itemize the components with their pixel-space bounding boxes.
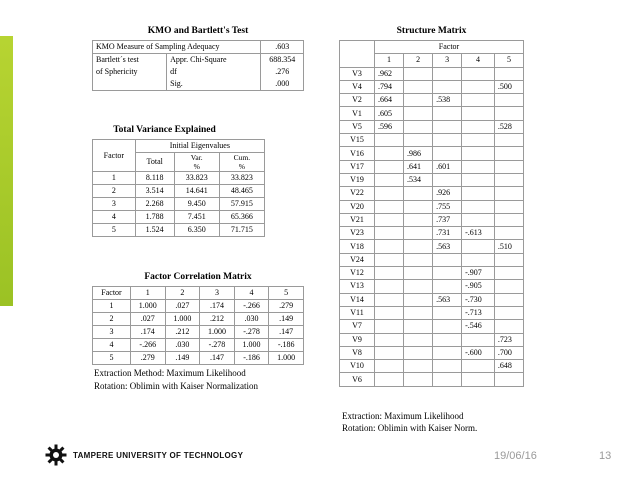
table-cell: [375, 360, 404, 373]
table-cell: [462, 120, 495, 133]
table-cell: .212: [200, 313, 235, 326]
table-cell: [494, 267, 523, 280]
table-cell: [404, 67, 433, 80]
university-logo: [45, 444, 243, 466]
table-cell: -.730: [462, 293, 495, 306]
table-cell: .962: [375, 67, 404, 80]
tve-body: [93, 172, 265, 237]
table-cell: [433, 320, 462, 333]
table-cell: [494, 173, 523, 186]
tve-group-header: Initial Eigenvalues: [135, 140, 264, 153]
table-cell: [375, 134, 404, 147]
table-cell: [404, 213, 433, 226]
table-cell: [404, 187, 433, 200]
table-cell: [404, 333, 433, 346]
table-cell: 48.465: [219, 185, 264, 198]
table-cell: [404, 373, 433, 386]
variable-label: V21: [340, 213, 375, 226]
table-cell: [375, 240, 404, 253]
table-cell: .605: [375, 107, 404, 120]
kmo-title: KMO and Bartlett's Test: [147, 26, 249, 36]
table-row: [93, 211, 265, 224]
table-cell: [462, 160, 495, 173]
tve-title: Total Variance Explained: [113, 125, 216, 135]
table-cell: [375, 346, 404, 359]
column-header: 3: [433, 54, 462, 67]
table-cell: [404, 306, 433, 319]
column-header: 2: [165, 287, 200, 300]
table-cell: .174: [200, 300, 235, 313]
table-cell: [404, 346, 433, 359]
table-cell: [375, 147, 404, 160]
table-cell: [433, 134, 462, 147]
table-cell: [494, 306, 523, 319]
table-cell: .030: [165, 339, 200, 352]
table-row: [340, 360, 524, 373]
table-cell: [494, 147, 523, 160]
table-cell: -.600: [462, 346, 495, 359]
table-cell: [462, 147, 495, 160]
table-cell: -.186: [269, 339, 304, 352]
table-cell: -.546: [462, 320, 495, 333]
table-cell: 1.524: [135, 224, 174, 237]
table-row: [340, 147, 524, 160]
table-cell: -.613: [462, 227, 495, 240]
table-cell: [462, 333, 495, 346]
table-cell: [462, 187, 495, 200]
table-cell: [375, 280, 404, 293]
table-cell: [462, 213, 495, 226]
table-cell: 1: [93, 172, 136, 185]
table-cell: [494, 253, 523, 266]
table-row: [340, 134, 524, 147]
table-cell: [433, 120, 462, 133]
column-header: 1: [375, 54, 404, 67]
table-cell: [375, 173, 404, 186]
table-cell: .563: [433, 293, 462, 306]
table-cell: [462, 360, 495, 373]
table-cell: -.905: [462, 280, 495, 293]
table-cell: 33.823: [219, 172, 264, 185]
table-cell: [462, 173, 495, 186]
table-cell: [375, 213, 404, 226]
table-cell: [462, 67, 495, 80]
column-header: 4: [234, 287, 269, 300]
table-cell: [375, 160, 404, 173]
table-cell: [433, 267, 462, 280]
table-cell: [404, 134, 433, 147]
table-row: [340, 320, 524, 333]
table-cell: .737: [433, 213, 462, 226]
sm-table: [339, 40, 524, 387]
kmo-row-value: 688.354: [261, 54, 304, 67]
table-cell: .926: [433, 187, 462, 200]
table-cell: .030: [234, 313, 269, 326]
tve-factor-header: Factor: [93, 140, 136, 172]
kmo-row-label: Sig.: [167, 78, 261, 91]
variable-label: V11: [340, 306, 375, 319]
table-cell: [433, 80, 462, 93]
bartlett-label-2: of Sphericity: [93, 66, 167, 78]
variable-label: V24: [340, 253, 375, 266]
table-row: [340, 94, 524, 107]
table-cell: [494, 213, 523, 226]
table-cell: 2: [93, 313, 131, 326]
variable-label: V6: [340, 373, 375, 386]
table-cell: [494, 187, 523, 200]
table-cell: [433, 346, 462, 359]
table-cell: [462, 253, 495, 266]
table-cell: -.278: [234, 326, 269, 339]
table-row: [93, 313, 304, 326]
variable-label: V19: [340, 173, 375, 186]
table-cell: 5: [93, 224, 136, 237]
table-cell: 1.000: [234, 339, 269, 352]
table-cell: [404, 80, 433, 93]
accent-bar: [0, 36, 13, 306]
tve-col-total: Total: [135, 153, 174, 172]
table-cell: .731: [433, 227, 462, 240]
table-cell: [494, 67, 523, 80]
table-cell: [433, 333, 462, 346]
tve-col-cum-unit: %: [238, 162, 246, 171]
table-cell: -.266: [130, 339, 165, 352]
table-cell: [375, 227, 404, 240]
table-cell: 1.000: [269, 352, 304, 365]
table-cell: .648: [494, 360, 523, 373]
table-cell: .534: [404, 173, 433, 186]
table-row: [93, 326, 304, 339]
table-cell: 6.350: [174, 224, 219, 237]
table-cell: [375, 293, 404, 306]
table-cell: .723: [494, 333, 523, 346]
column-header: 3: [200, 287, 235, 300]
table-cell: 71.715: [219, 224, 264, 237]
table-row: [340, 240, 524, 253]
table-cell: [375, 200, 404, 213]
table-cell: 3.514: [135, 185, 174, 198]
table-row: [340, 187, 524, 200]
variable-label: V3: [340, 67, 375, 80]
kmo-row-label: df: [167, 66, 261, 78]
sm-factor-header: Factor: [375, 41, 524, 54]
table-cell: [375, 187, 404, 200]
table-row: [93, 224, 265, 237]
table-cell: .510: [494, 240, 523, 253]
table-cell: -.278: [200, 339, 235, 352]
slide-date: 19/06/16: [494, 450, 537, 462]
table-cell: -.266: [234, 300, 269, 313]
table-cell: [433, 306, 462, 319]
table-cell: [375, 267, 404, 280]
table-cell: [462, 373, 495, 386]
table-row: [340, 173, 524, 186]
table-cell: .027: [165, 300, 200, 313]
table-cell: 65.366: [219, 211, 264, 224]
table-cell: [404, 267, 433, 280]
table-cell: [375, 306, 404, 319]
table-cell: [433, 253, 462, 266]
table-row: [93, 300, 304, 313]
sm-title: Structure Matrix: [396, 26, 467, 36]
bartlett-label-1: Bartlett´s test: [93, 54, 167, 67]
table-cell: -.186: [234, 352, 269, 365]
table-cell: [433, 280, 462, 293]
variable-label: V8: [340, 346, 375, 359]
gear-icon: [45, 444, 67, 466]
table-cell: [404, 293, 433, 306]
table-cell: .528: [494, 120, 523, 133]
table-cell: 9.450: [174, 198, 219, 211]
table-cell: [433, 373, 462, 386]
table-cell: .279: [269, 300, 304, 313]
table-cell: 2.268: [135, 198, 174, 211]
table-cell: .147: [200, 352, 235, 365]
variable-label: V20: [340, 200, 375, 213]
table-row: [93, 198, 265, 211]
fcm-note-extraction: Extraction Method: Maximum Likelihood: [94, 368, 246, 378]
table-cell: .027: [130, 313, 165, 326]
table-cell: [462, 134, 495, 147]
table-cell: [494, 160, 523, 173]
column-header: 2: [404, 54, 433, 67]
table-cell: .664: [375, 94, 404, 107]
table-cell: [375, 320, 404, 333]
table-cell: [375, 333, 404, 346]
variable-label: V16: [340, 147, 375, 160]
table-cell: .147: [269, 326, 304, 339]
table-cell: 1.000: [130, 300, 165, 313]
table-cell: .149: [269, 313, 304, 326]
kmo-table: [92, 40, 304, 91]
table-row: [340, 120, 524, 133]
table-cell: [404, 94, 433, 107]
table-cell: 3: [93, 326, 131, 339]
table-row: [340, 293, 524, 306]
table-cell: [433, 107, 462, 120]
table-cell: [494, 94, 523, 107]
variable-label: V1: [340, 107, 375, 120]
table-row: [340, 267, 524, 280]
table-cell: [433, 173, 462, 186]
fcm-table: [92, 286, 304, 365]
variable-label: V15: [340, 134, 375, 147]
table-cell: -.907: [462, 267, 495, 280]
table-row: [93, 352, 304, 365]
table-row: [340, 346, 524, 359]
table-cell: .596: [375, 120, 404, 133]
fcm-note-rotation: Rotation: Oblimin with Kaiser Normalization: [94, 381, 258, 391]
table-cell: .563: [433, 240, 462, 253]
kmo-row-value: .000: [261, 78, 304, 91]
table-cell: .601: [433, 160, 462, 173]
table-row: [93, 185, 265, 198]
column-header: 4: [462, 54, 495, 67]
table-cell: [404, 107, 433, 120]
table-cell: .538: [433, 94, 462, 107]
table-cell: 1.788: [135, 211, 174, 224]
kmo-row-value: .276: [261, 66, 304, 78]
table-cell: 8.118: [135, 172, 174, 185]
variable-label: V23: [340, 227, 375, 240]
table-cell: .794: [375, 80, 404, 93]
table-row: [93, 172, 265, 185]
table-cell: .700: [494, 346, 523, 359]
table-cell: [375, 373, 404, 386]
table-cell: [494, 107, 523, 120]
table-cell: [494, 280, 523, 293]
variable-label: V17: [340, 160, 375, 173]
variable-label: V5: [340, 120, 375, 133]
table-cell: 4: [93, 211, 136, 224]
variable-label: V10: [340, 360, 375, 373]
table-row: [340, 333, 524, 346]
table-row: [340, 107, 524, 120]
variable-label: V12: [340, 267, 375, 280]
sm-note-extraction: Extraction: Maximum Likelihood: [342, 411, 464, 421]
table-row: [340, 280, 524, 293]
table-cell: 14.641: [174, 185, 219, 198]
variable-label: V22: [340, 187, 375, 200]
table-cell: [462, 200, 495, 213]
table-cell: [462, 94, 495, 107]
table-cell: .212: [165, 326, 200, 339]
variable-label: V7: [340, 320, 375, 333]
table-cell: 1.000: [165, 313, 200, 326]
table-cell: 57.915: [219, 198, 264, 211]
table-cell: .755: [433, 200, 462, 213]
tve-table: [92, 139, 265, 237]
sm-note-rotation: Rotation: Oblimin with Kaiser Norm.: [342, 423, 478, 433]
table-cell: 5: [93, 352, 131, 365]
column-header: 5: [269, 287, 304, 300]
table-cell: [433, 360, 462, 373]
table-row: [340, 253, 524, 266]
table-cell: [494, 200, 523, 213]
tve-col-cum: Cum.: [233, 153, 251, 162]
table-row: [340, 373, 524, 386]
table-cell: .986: [404, 147, 433, 160]
column-header: Factor: [93, 287, 131, 300]
table-cell: .174: [130, 326, 165, 339]
table-cell: [375, 253, 404, 266]
table-row: [340, 213, 524, 226]
page-number: 13: [599, 450, 612, 462]
kmo-measure-label: KMO Measure of Sampling Adequacy: [93, 41, 261, 54]
variable-label: V18: [340, 240, 375, 253]
table-cell: .641: [404, 160, 433, 173]
table-row: [340, 67, 524, 80]
variable-label: V13: [340, 280, 375, 293]
table-row: [340, 306, 524, 319]
fcm-title: Factor Correlation Matrix: [144, 272, 252, 282]
table-cell: [404, 320, 433, 333]
variable-label: V4: [340, 80, 375, 93]
table-cell: [404, 360, 433, 373]
tve-col-var-unit: %: [193, 162, 200, 171]
table-cell: .279: [130, 352, 165, 365]
table-cell: [462, 107, 495, 120]
variable-label: V9: [340, 333, 375, 346]
table-cell: [494, 320, 523, 333]
table-cell: [433, 147, 462, 160]
kmo-measure-value: .603: [261, 41, 304, 54]
table-cell: [404, 227, 433, 240]
logo-text: TAMPERE UNIVERSITY OF TECHNOLOGY: [73, 450, 244, 460]
table-cell: [494, 293, 523, 306]
table-cell: [404, 240, 433, 253]
table-cell: [494, 373, 523, 386]
table-cell: 1.000: [200, 326, 235, 339]
table-cell: 7.451: [174, 211, 219, 224]
table-row: [340, 200, 524, 213]
variable-label: V14: [340, 293, 375, 306]
table-row: [340, 227, 524, 240]
table-row: [93, 339, 304, 352]
table-cell: [404, 200, 433, 213]
table-cell: [404, 120, 433, 133]
table-cell: [462, 240, 495, 253]
table-cell: 1: [93, 300, 131, 313]
variable-label: V2: [340, 94, 375, 107]
tve-col-var: Var.: [190, 153, 203, 162]
table-cell: 33.823: [174, 172, 219, 185]
table-cell: [404, 280, 433, 293]
table-cell: [494, 134, 523, 147]
table-cell: 4: [93, 339, 131, 352]
table-cell: -.713: [462, 306, 495, 319]
table-cell: 2: [93, 185, 136, 198]
table-row: [340, 160, 524, 173]
table-cell: .149: [165, 352, 200, 365]
table-cell: [404, 253, 433, 266]
table-cell: .500: [494, 80, 523, 93]
column-header: 5: [494, 54, 523, 67]
column-header: 1: [130, 287, 165, 300]
table-row: [340, 80, 524, 93]
table-cell: 3: [93, 198, 136, 211]
table-cell: [494, 227, 523, 240]
kmo-row-label: Appr. Chi-Square: [167, 54, 261, 67]
table-cell: [433, 67, 462, 80]
table-cell: [462, 80, 495, 93]
